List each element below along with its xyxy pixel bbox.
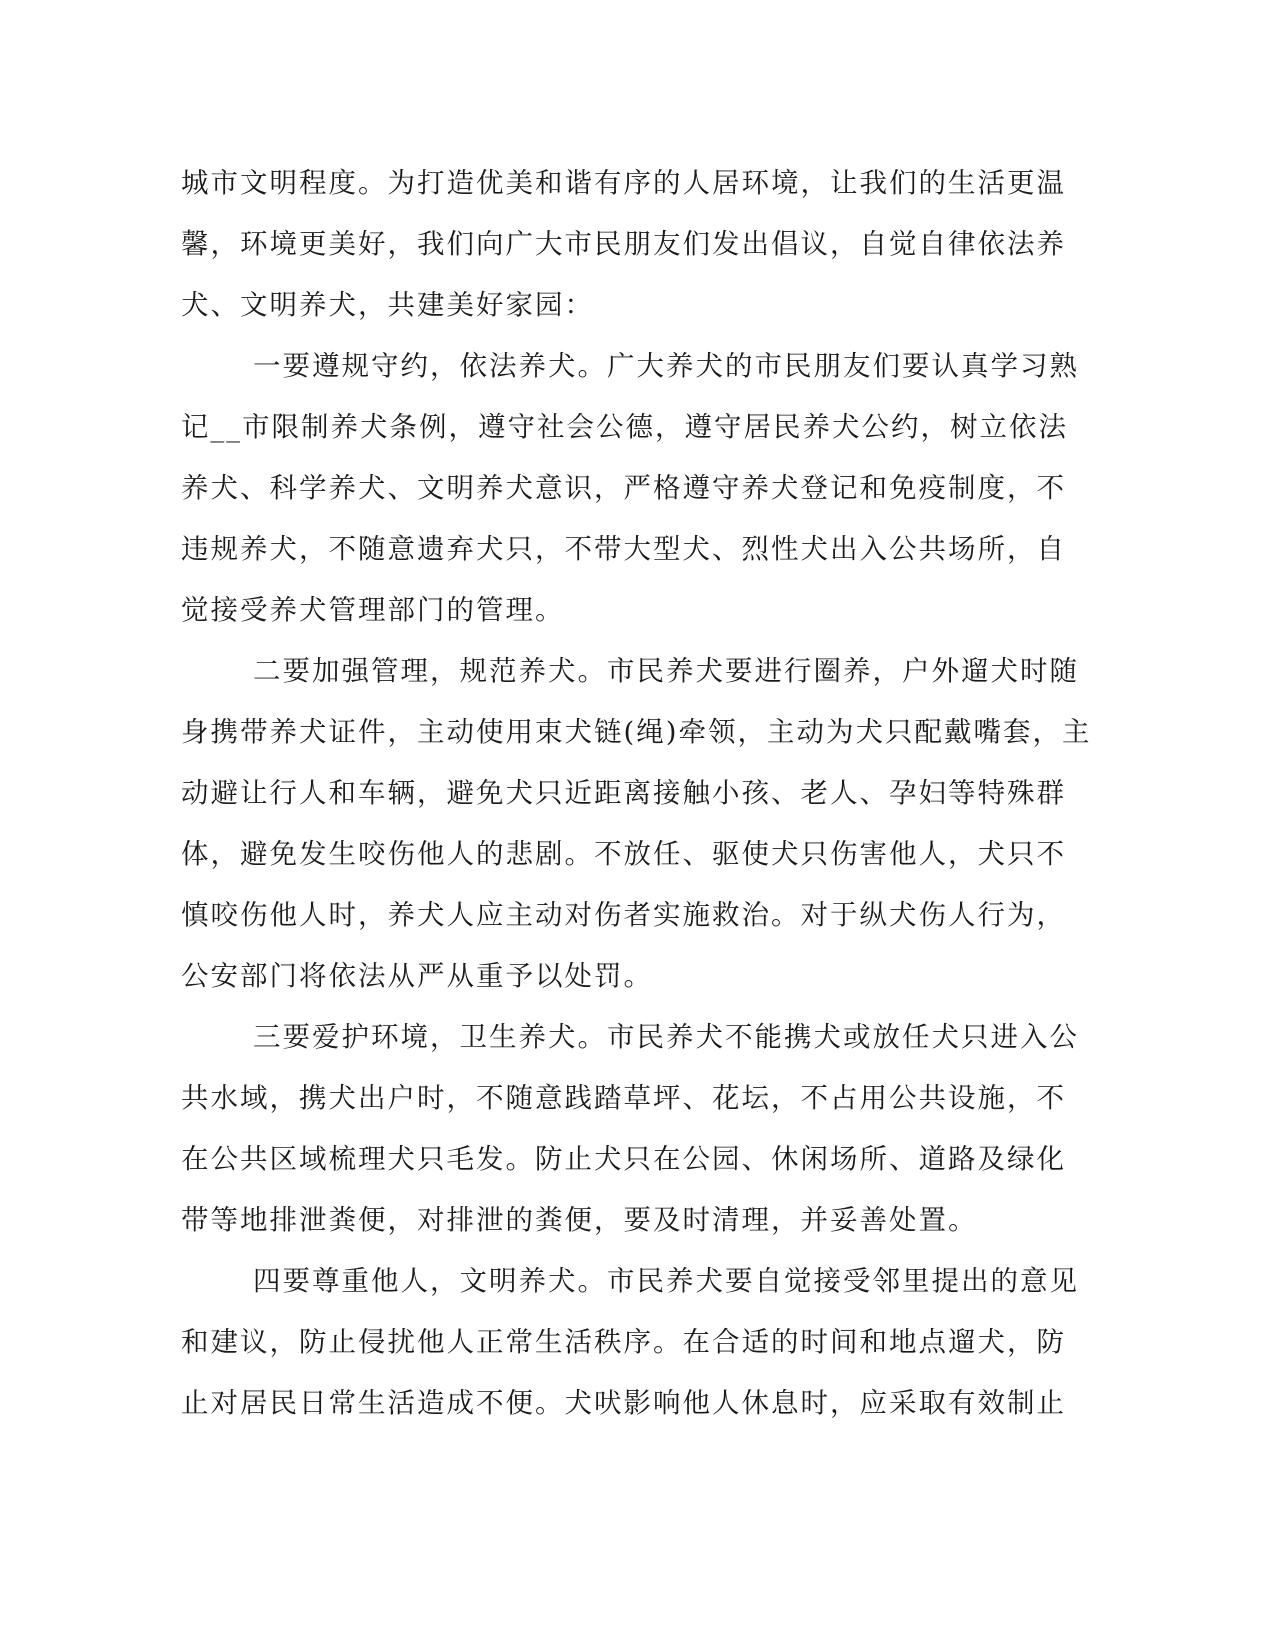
text-line: 共水域，携犬出户时，不随意践踏草坪、花坛，不占用公共设施，不 (181, 1082, 1066, 1114)
text-line: 身携带养犬证件，主动使用束犬链(绳)牵领，主动为犬只配戴嘴套，主 (181, 716, 1092, 748)
paragraph-start-line: 三要爱护环境，卫生养犬。市民养犬不能携犬或放任犬只进入公 (253, 1021, 1079, 1053)
text-line: 违规养犬，不随意遗弃犬只，不带大型犬、烈性犬出入公共场所，自 (181, 533, 1066, 565)
text-line: 记__市限制养犬条例，遵守社会公德，遵守居民养犬公约，树立依法 (181, 411, 1068, 443)
text-line: 馨，环境更美好，我们向广大市民朋友们发出倡议，自觉自律依法养 (181, 228, 1066, 260)
paragraph-start-line: 一要遵规守约，依法养犬。广大养犬的市民朋友们要认真学习熟 (253, 350, 1079, 382)
text-line: 在公共区域梳理犬只毛发。防止犬只在公园、休闲场所、道路及绿化 (181, 1143, 1066, 1175)
text-line: 动避让行人和车辆，避免犬只近距离接触小孩、老人、孕妇等特殊群 (181, 777, 1066, 809)
text-line: 带等地排泄粪便，对排泄的粪便，要及时清理，并妥善处置。 (181, 1204, 978, 1236)
document-body (181, 153, 1092, 1434)
paragraph-start-line: 四要尊重他人，文明养犬。市民养犬要自觉接受邻里提出的意见 (253, 1265, 1079, 1297)
text-line: 养犬、科学养犬、文明养犬意识，严格遵守养犬登记和免疫制度，不 (181, 472, 1066, 504)
text-line: 止对居民日常生活造成不便。犬吠影响他人休息时，应采取有效制止 (181, 1387, 1066, 1419)
text-line: 体，避免发生咬伤他人的悲剧。不放任、驱使犬只伤害他人，犬只不 (181, 838, 1066, 870)
text-line: 公安部门将依法从严从重予以处罚。 (181, 960, 653, 992)
text-line: 城市文明程度。为打造优美和谐有序的人居环境，让我们的生活更温 (181, 167, 1066, 199)
text-line: 和建议，防止侵扰他人正常生活秩序。在合适的时间和地点遛犬，防 (181, 1326, 1066, 1358)
text-line: 觉接受养犬管理部门的管理。 (181, 594, 565, 626)
text-line: 犬、文明养犬，共建美好家园： (181, 289, 594, 321)
paragraph-start-line: 二要加强管理，规范养犬。市民养犬要进行圈养，户外遛犬时随 (253, 655, 1079, 687)
text-line: 慎咬伤他人时，养犬人应主动对伤者实施救治。对于纵犬伤人行为， (181, 899, 1066, 931)
